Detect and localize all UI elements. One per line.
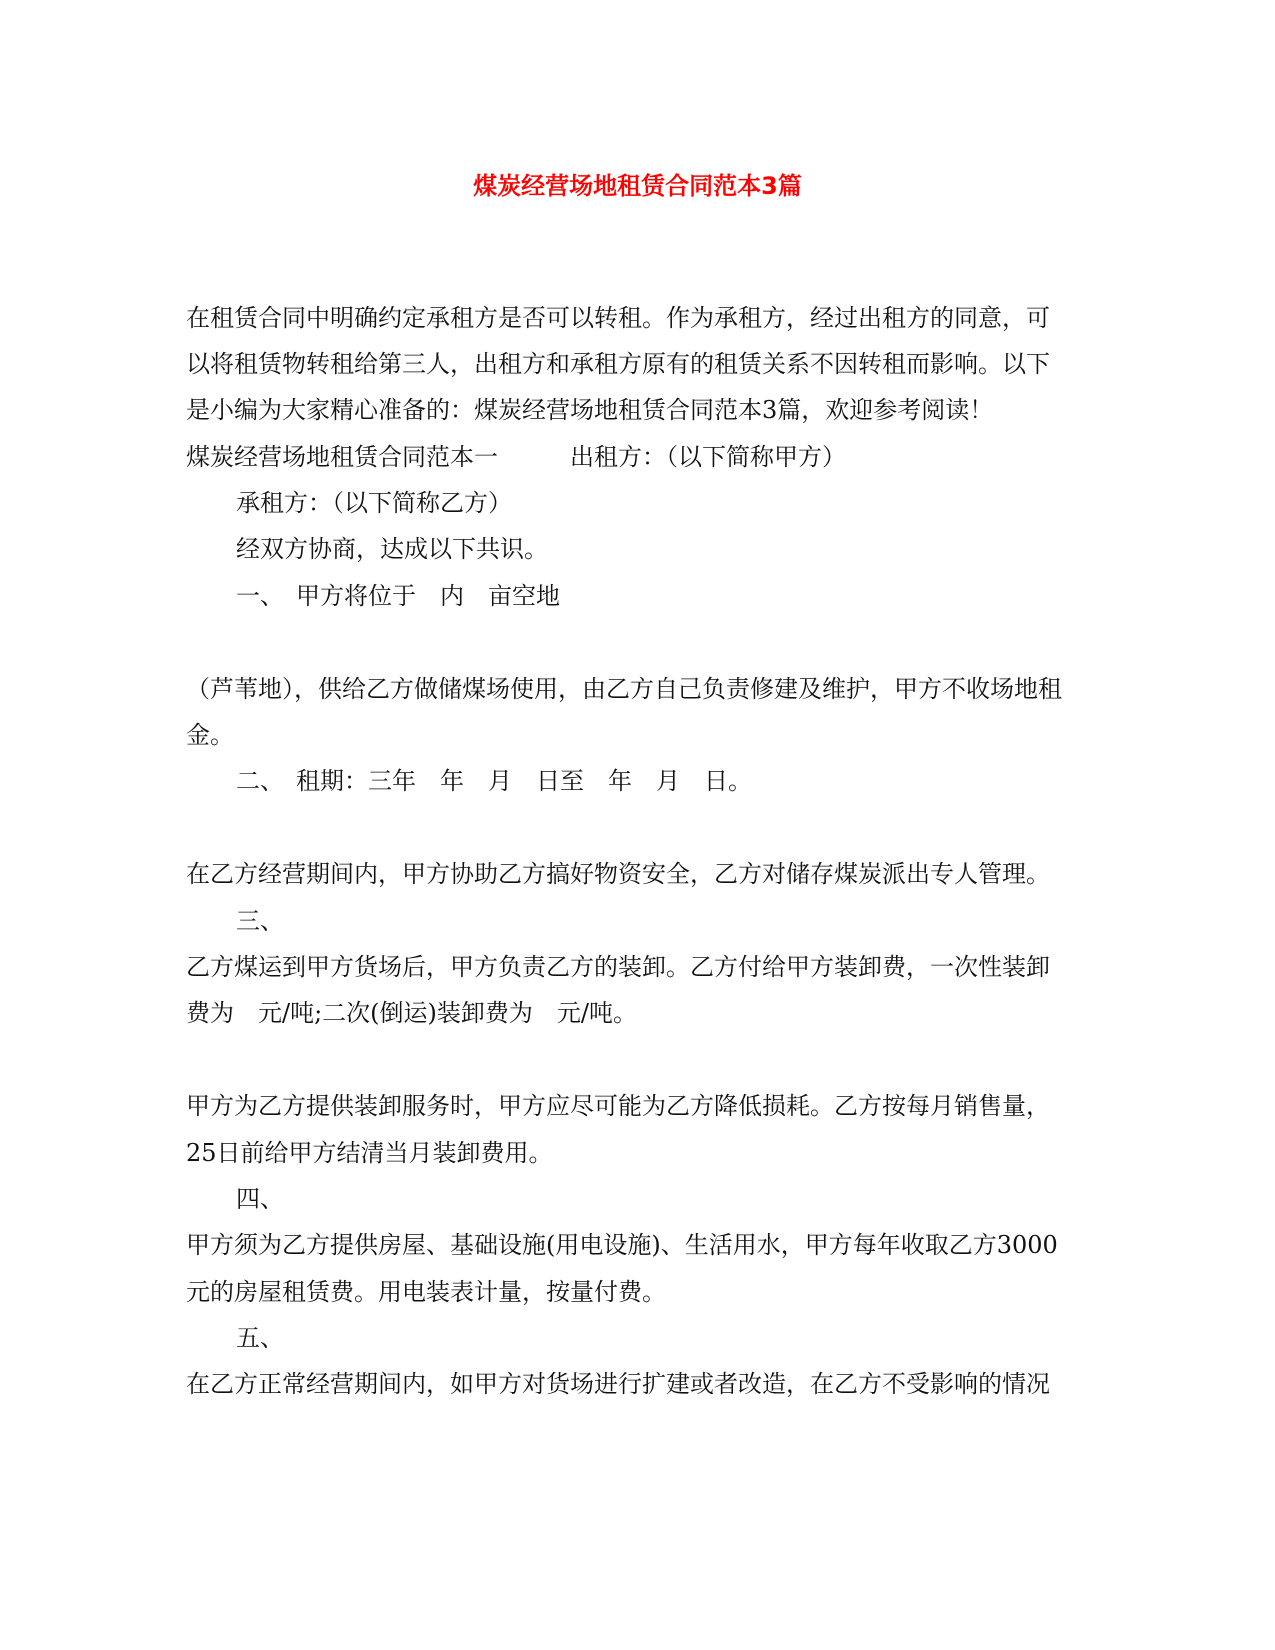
paragraph-line: 承租方：（以下简称乙方） [236, 489, 512, 517]
paragraph-line: （芦苇地），供给乙方做储煤场使用，由乙方自己负责修建及维护，甲方不收场地租 [186, 675, 1062, 703]
paragraph-line: 费为 元/吨;二次(倒运)装卸费为 元/吨。 [186, 999, 637, 1027]
clause-number: 四、 [236, 1185, 284, 1213]
clause-line: 一、 甲方将位于 内 亩空地 [236, 582, 560, 610]
paragraph-line: 在乙方正常经营期间内，如甲方对货场进行扩建或者改造，在乙方不受影响的情况 [186, 1370, 1050, 1398]
paragraph-line: 以将租赁物转租给第三人，出租方和承租方原有的租赁关系不因转租而影响。以下 [186, 350, 1050, 378]
paragraph-line: 金。 [186, 721, 234, 749]
paragraph-line: 在租赁合同中明确约定承租方是否可以转租。作为承租方，经过出租方的同意，可 [186, 304, 1050, 332]
paragraph-line: 元的房屋租赁费。用电装表计量，按量付费。 [186, 1278, 666, 1306]
paragraph-line: 乙方煤运到甲方货场后，甲方负责乙方的装卸。乙方付给甲方装卸费，一次性装卸 [186, 953, 1050, 981]
clause-number: 三、 [236, 907, 284, 935]
paragraph-line: 在乙方经营期间内，甲方协助乙方搞好物资安全，乙方对储存煤炭派出专人管理。 [186, 860, 1050, 888]
paragraph-line: 25日前给甲方结清当月装卸费用。 [186, 1139, 553, 1167]
clause-number: 五、 [236, 1324, 284, 1352]
paragraph-line: 甲方须为乙方提供房屋、基础设施(用电设施)、生活用水，甲方每年收取乙方3000 [186, 1231, 1058, 1259]
paragraph-line: 经双方协商，达成以下共识。 [236, 535, 548, 563]
section-heading-line: 煤炭经营场地租赁合同范本一 出租方：（以下简称甲方） [186, 443, 846, 471]
document-title: 煤炭经营场地租赁合同范本3篇 [473, 172, 802, 200]
clause-line: 二、 租期：三年 年 月 日至 年 月 日。 [236, 767, 752, 795]
paragraph-line: 甲方为乙方提供装卸服务时，甲方应尽可能为乙方降低损耗。乙方按每月销售量， [186, 1092, 1050, 1120]
paragraph-line: 是小编为大家精心准备的：煤炭经营场地租赁合同范本3篇，欢迎参考阅读！ [186, 396, 994, 424]
